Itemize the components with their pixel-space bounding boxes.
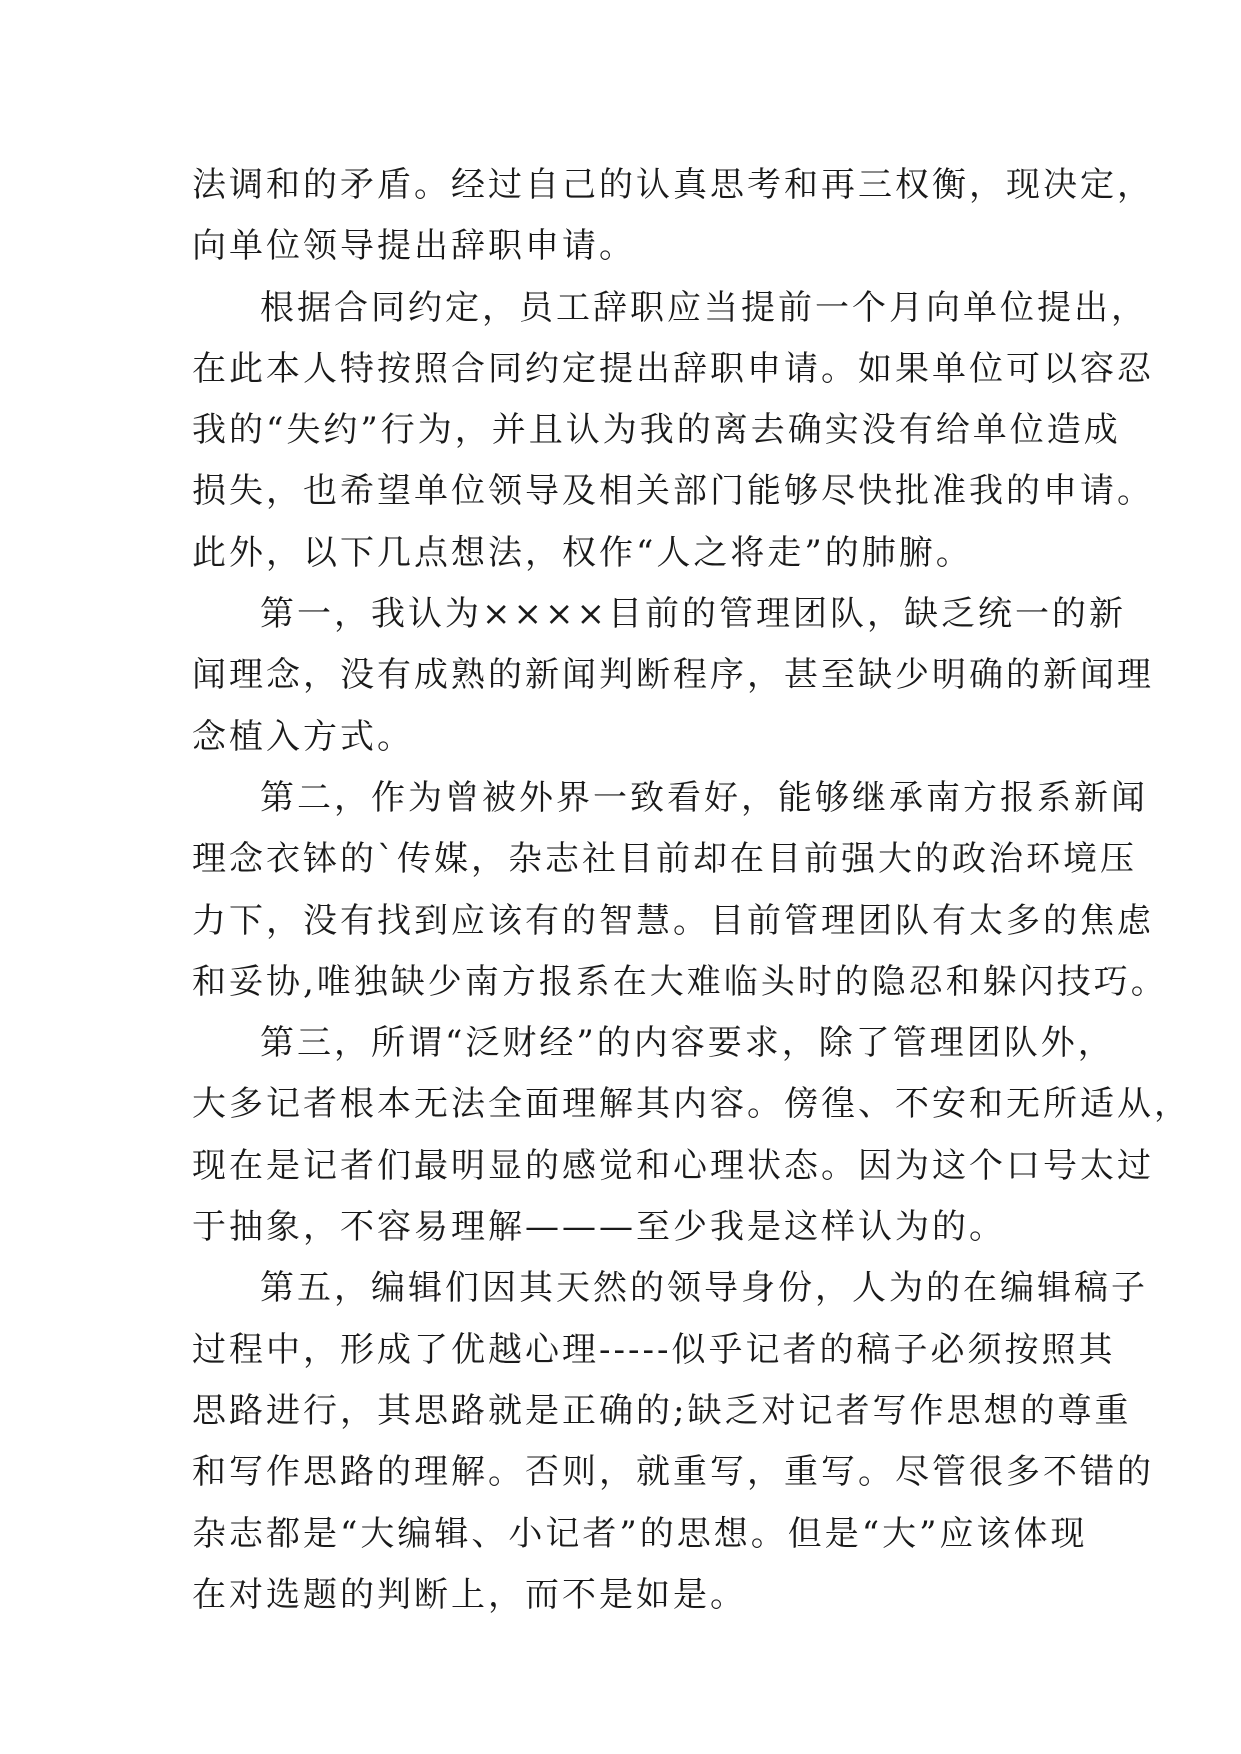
paragraph-first-line: 第一，我认为××××目前的管理团队，缺乏统一的新 [260,594,1126,635]
text-line: 理念衣钵的`传媒，杂志社目前却在目前强大的政治环境压 [192,839,1137,880]
text-line: 于抽象，不容易理解———至少我是这样认为的。 [192,1207,1006,1248]
text-line: 过程中，形成了优越心理-----似乎记者的稿子必须按照其 [192,1329,1116,1370]
text-line: 向单位领导提出辞职申请。 [192,226,636,267]
paragraph-first-line: 根据合同约定，员工辞职应当提前一个月向单位提出， [260,287,1148,328]
paragraph-first-line: 第三，所谓“泛财经”的内容要求，除了管理团队外， [260,1023,1115,1064]
text-line: 此外，以下几点想法，权作“人之将走”的肺腑。 [192,532,973,573]
paragraph-first-line: 第二，作为曾被外界一致看好，能够继承南方报系新闻 [260,777,1148,818]
paragraph-first-line: 第五，编辑们因其天然的领导身份，人为的在编辑稿子 [260,1268,1148,1309]
body-text [192,155,1191,1626]
text-line: 思路进行，其思路就是正确的;缺乏对记者写作思想的尊重 [192,1390,1132,1431]
text-line: 法调和的矛盾。经过自己的认真思考和再三权衡，现决定， [192,165,1154,205]
text-line: 现在是记者们最明显的感觉和心理状态。因为这个口号太过 [192,1145,1154,1186]
text-line: 我的“失约”行为，并且认为我的离去确实没有给单位造成 [192,410,1121,451]
text-line: 力下，没有找到应该有的智慧。目前管理团队有太多的焦虑 [192,900,1154,941]
text-line: 在对选题的判断上，而不是如是。 [192,1574,747,1615]
text-line: 闻理念，没有成熟的新闻判断程序，甚至缺少明确的新闻理 [192,655,1154,696]
text-line: 和写作思路的理解。否则，就重写，重写。尽管很多不错的 [192,1452,1154,1493]
text-line: 念植入方式。 [192,716,414,757]
text-line: 在此本人特按照合同约定提出辞职申请。如果单位可以容忍 [192,348,1154,389]
text-line: 大多记者根本无法全面理解其内容。傍徨、不安和无所适从， [192,1084,1191,1125]
text-line: 损失，也希望单位领导及相关部门能够尽快批准我的申请。 [192,471,1154,512]
text-line: 和妥协,唯独缺少南方报系在大难临头时的隐忍和躲闪技巧。 [192,961,1168,1002]
text-line: 杂志都是“大编辑、小记者”的思想。但是“大”应该体现 [192,1513,1088,1554]
